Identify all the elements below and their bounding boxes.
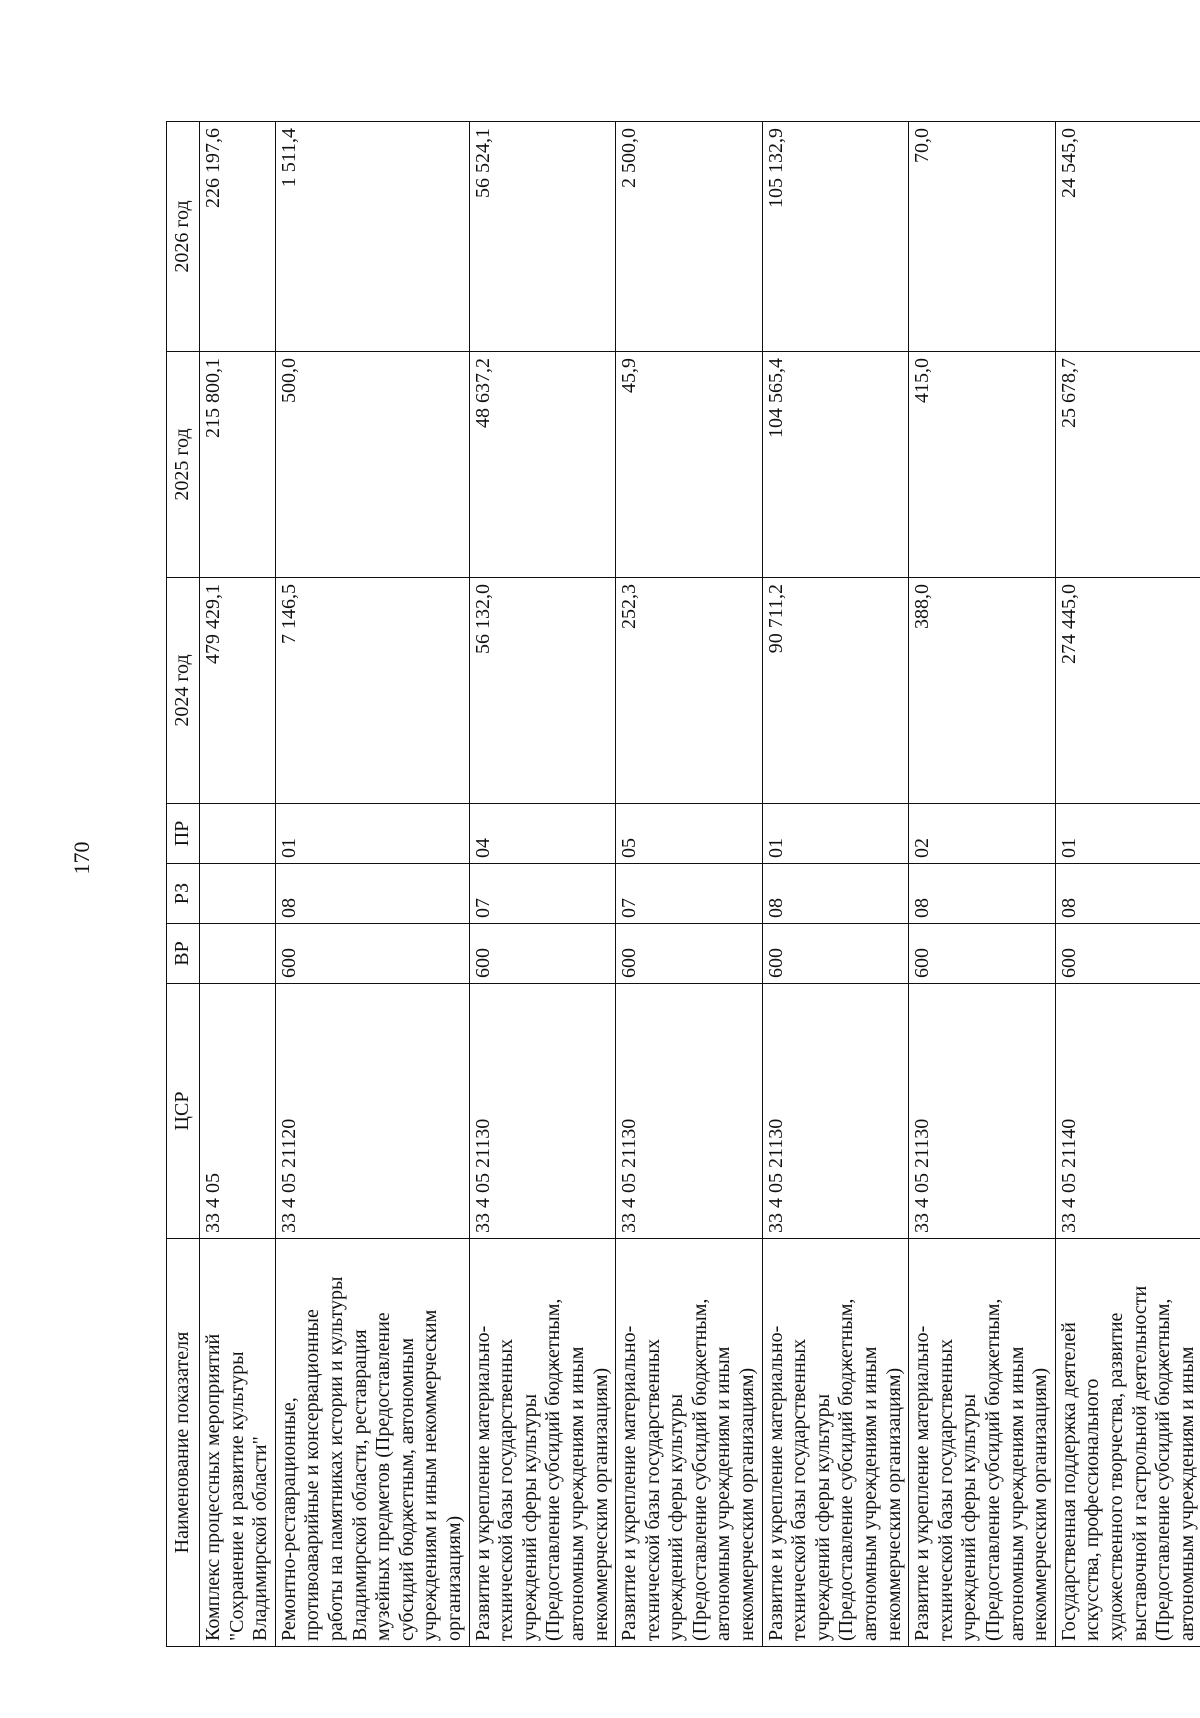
cell-vr: 600 xyxy=(762,924,909,984)
cell-csr: 33 4 05 21140 xyxy=(1055,984,1200,1239)
cell-2024: 56 132,0 xyxy=(469,578,616,804)
header-vr: ВР xyxy=(167,924,200,984)
cell-name: Комплекс процессных мероприятий "Сохранение и развитие культуры Владимирской области" xyxy=(200,1239,276,1647)
cell-csr: 33 4 05 21130 xyxy=(762,984,909,1239)
cell-pr xyxy=(200,804,276,864)
table-row xyxy=(1055,122,1200,1647)
cell-rz: 08 xyxy=(909,864,1056,924)
cell-vr: 600 xyxy=(1055,924,1200,984)
cell-2025: 215 800,1 xyxy=(200,352,276,578)
cell-csr: 33 4 05 xyxy=(200,984,276,1239)
cell-pr: 01 xyxy=(762,804,909,864)
table-header-row xyxy=(167,122,200,1647)
table-row xyxy=(762,122,909,1647)
cell-vr: 600 xyxy=(909,924,1056,984)
table-row xyxy=(469,122,616,1647)
cell-name: Ремонтно-реставрационные, противоаварийные и консервационные работы на памятниках истории и культуры Владимирской области, реставрация музейных предметов (Предоставление субсидий бюджетным, автономным учреждениям и иным некоммерческим организациям) xyxy=(275,1239,469,1647)
cell-2026: 1 511,4 xyxy=(275,122,469,352)
header-name: Наименование показателя xyxy=(167,1239,200,1647)
cell-vr: 600 xyxy=(275,924,469,984)
cell-2025: 500,0 xyxy=(275,352,469,578)
cell-2025: 45,9 xyxy=(616,352,763,578)
cell-2026: 105 132,9 xyxy=(762,122,909,352)
cell-pr: 01 xyxy=(275,804,469,864)
cell-2024: 90 711,2 xyxy=(762,578,909,804)
cell-2025: 415,0 xyxy=(909,352,1056,578)
cell-name: Государственная поддержка деятелей искусства, профессионального художественного творчества, развитие выставочной и гастрольной деятельности (Предоставление субсидий бюджетным, автономным учреждениям и иным xyxy=(1055,1239,1200,1647)
header-2024: 2024 год xyxy=(167,578,200,804)
cell-vr xyxy=(200,924,276,984)
cell-2026: 24 545,0 xyxy=(1055,122,1200,352)
cell-pr: 04 xyxy=(469,804,616,864)
table-row xyxy=(909,122,1056,1647)
cell-2026: 2 500,0 xyxy=(616,122,763,352)
cell-rz: 07 xyxy=(469,864,616,924)
cell-2025: 104 565,4 xyxy=(762,352,909,578)
cell-2024: 7 146,5 xyxy=(275,578,469,804)
budget-table-container xyxy=(166,122,1198,1647)
header-2025: 2025 год xyxy=(167,352,200,578)
cell-name: Развитие и укрепление материально-технической базы государственных учреждений сферы культуры (Предоставление субсидий бюджетным, автономным учреждениям и иным некоммерческим организациям) xyxy=(909,1239,1056,1647)
cell-vr: 600 xyxy=(469,924,616,984)
cell-rz: 08 xyxy=(275,864,469,924)
cell-rz: 08 xyxy=(1055,864,1200,924)
cell-2025: 25 678,7 xyxy=(1055,352,1200,578)
cell-name: Развитие и укрепление материально-технической базы государственных учреждений сферы культуры (Предоставление субсидий бюджетным, автономным учреждениям и иным некоммерческим организациям) xyxy=(616,1239,763,1647)
cell-rz xyxy=(200,864,276,924)
cell-csr: 33 4 05 21130 xyxy=(616,984,763,1239)
cell-rz: 08 xyxy=(762,864,909,924)
cell-csr: 33 4 05 21130 xyxy=(909,984,1056,1239)
cell-2024: 388,0 xyxy=(909,578,1056,804)
cell-pr: 01 xyxy=(1055,804,1200,864)
cell-name: Развитие и укрепление материально-технической базы государственных учреждений сферы культуры (Предоставление субсидий бюджетным, автономным учреждениям и иным некоммерческим организациям) xyxy=(469,1239,616,1647)
cell-pr: 02 xyxy=(909,804,1056,864)
header-pr: ПР xyxy=(167,804,200,864)
table-row xyxy=(616,122,763,1647)
cell-rz: 07 xyxy=(616,864,763,924)
header-rz: РЗ xyxy=(167,864,200,924)
cell-name: Развитие и укрепление материально-технической базы государственных учреждений сферы культуры (Предоставление субсидий бюджетным, автономным учреждениям и иным некоммерческим организациям) xyxy=(762,1239,909,1647)
cell-pr: 05 xyxy=(616,804,763,864)
cell-2026: 70,0 xyxy=(909,122,1056,352)
header-2026: 2026 год xyxy=(167,122,200,352)
table-row xyxy=(275,122,469,1647)
page-number: 170 xyxy=(69,841,94,875)
cell-2026: 226 197,6 xyxy=(200,122,276,352)
cell-csr: 33 4 05 21130 xyxy=(469,984,616,1239)
cell-2024: 252,3 xyxy=(616,578,763,804)
cell-2024: 479 429,1 xyxy=(200,578,276,804)
header-csr: ЦСР xyxy=(167,984,200,1239)
budget-table xyxy=(166,121,1200,1647)
cell-vr: 600 xyxy=(616,924,763,984)
cell-2026: 56 524,1 xyxy=(469,122,616,352)
table-row xyxy=(200,122,276,1647)
cell-csr: 33 4 05 21120 xyxy=(275,984,469,1239)
cell-2025: 48 637,2 xyxy=(469,352,616,578)
cell-2024: 274 445,0 xyxy=(1055,578,1200,804)
